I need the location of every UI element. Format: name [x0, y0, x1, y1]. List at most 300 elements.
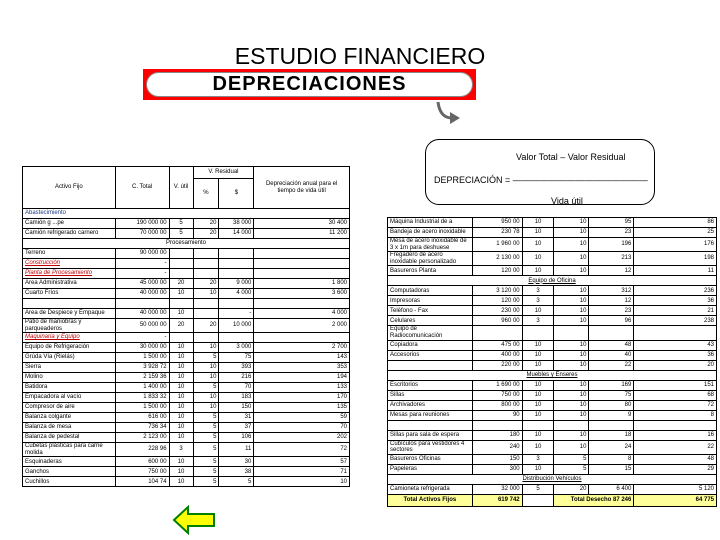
total-desecho-value: 87 246 — [613, 496, 632, 503]
table-row — [388, 420, 717, 430]
residual-pct-cell: 10 — [554, 316, 589, 326]
useful-life-cell: 10 — [522, 218, 554, 228]
annual-depreciation-cell: 170 — [254, 393, 350, 403]
total-cost-cell: 240 — [472, 440, 522, 454]
total-cost-cell: 736 34 — [115, 423, 169, 433]
table-row — [388, 218, 717, 228]
total-cost-cell: 220 00 — [472, 360, 522, 370]
residual-pct-cell: 10 — [554, 286, 589, 296]
total-cost-cell: 45 000 00 — [115, 279, 169, 289]
total-cost-cell: 70 000 00 — [115, 229, 169, 239]
annual-depreciation-cell — [254, 269, 350, 279]
total-cost-cell: 230 00 — [472, 306, 522, 316]
total-desecho-label: Total Desecho — [570, 496, 612, 503]
useful-life-cell — [169, 249, 193, 259]
residual-pct-cell — [554, 326, 589, 340]
item-name-cell: Batidora — [23, 383, 116, 393]
table-row — [388, 238, 717, 252]
annual-depreciation-cell: 236 — [634, 286, 717, 296]
item-name-cell: Bandeja de acero inoxidable — [388, 228, 473, 238]
useful-life-cell: 10 — [522, 266, 554, 276]
useful-life-cell: 10 — [522, 228, 554, 238]
item-name-cell: Basureros Planta — [388, 266, 473, 276]
table-row — [388, 286, 717, 296]
useful-life-cell: 3 — [522, 296, 554, 306]
residual-usd-cell: 6 400 — [589, 484, 634, 494]
item-name-cell: Cubetas plásticas para carne molida — [23, 443, 116, 457]
table-row — [388, 390, 717, 400]
item-name-cell: Sillas para sala de espera — [388, 430, 473, 440]
item-name-cell: Construcción — [23, 259, 116, 269]
left-depreciation-table — [22, 166, 350, 487]
residual-pct-cell — [193, 309, 219, 319]
section-header-row — [388, 370, 717, 380]
col-vutil: V. útil — [169, 167, 193, 209]
total-cost-cell: 3 120 00 — [472, 286, 522, 296]
table-row — [23, 279, 350, 289]
residual-usd-cell: 11 — [219, 443, 254, 457]
col-vresidual: V. Residual — [193, 167, 254, 179]
annual-depreciation-cell: 43 — [634, 340, 717, 350]
useful-life-cell: 10 — [522, 238, 554, 252]
item-name-cell: Balanza de mesa — [23, 423, 116, 433]
total-cost-cell: 104 74 — [115, 477, 169, 487]
annual-depreciation-cell: 2 700 — [254, 343, 350, 353]
table-row — [23, 433, 350, 443]
formula-numerator: Valor Total – Valor Residual — [516, 152, 626, 162]
total-cost-cell: 1 960 00 — [472, 238, 522, 252]
total-cost-cell: 1 400 00 — [115, 383, 169, 393]
residual-usd-cell — [219, 249, 254, 259]
residual-pct-cell: 20 — [193, 219, 219, 229]
residual-pct-cell: 10 — [554, 390, 589, 400]
item-name-cell: Copiadora — [388, 340, 473, 350]
annual-depreciation-cell — [634, 420, 717, 430]
table-row — [23, 393, 350, 403]
item-name-cell: Molino — [23, 373, 116, 383]
residual-pct-cell: 20 — [554, 484, 589, 494]
section-header-row — [388, 474, 717, 484]
residual-pct-cell: 5 — [193, 477, 219, 487]
residual-pct-cell: 10 — [193, 393, 219, 403]
item-name-cell: Equipo de Radiocomunicación — [388, 326, 473, 340]
item-name-cell: Compresor de aire — [23, 403, 116, 413]
useful-life-cell: 20 — [169, 279, 193, 289]
total-cost-cell: 616 00 — [115, 413, 169, 423]
residual-usd-cell: 18 — [589, 430, 634, 440]
residual-pct-cell — [193, 259, 219, 269]
useful-life-cell: 10 — [169, 477, 193, 487]
residual-usd-cell: 30 — [219, 457, 254, 467]
useful-life-cell: 10 — [522, 252, 554, 266]
item-name-cell: Celulares — [388, 316, 473, 326]
annual-depreciation-cell: 20 — [634, 360, 717, 370]
useful-life-cell — [169, 333, 193, 343]
col-usd: $ — [219, 179, 254, 209]
residual-pct-cell: 5 — [193, 467, 219, 477]
annual-depreciation-cell: 143 — [254, 353, 350, 363]
item-name-cell: Mesa de acero inoxidable de 3 x 1m para deshuese — [388, 238, 473, 252]
residual-usd-cell: 75 — [589, 390, 634, 400]
residual-usd-cell: 12 — [589, 266, 634, 276]
total-cost-cell: 1 500 00 — [115, 403, 169, 413]
annual-depreciation-cell: 59 — [254, 413, 350, 423]
table-row — [23, 363, 350, 373]
table-row — [388, 454, 717, 464]
item-name-cell: Balanza de pedestal — [23, 433, 116, 443]
residual-pct-cell: 10 — [554, 266, 589, 276]
formula-denominator: Vida útil — [551, 196, 583, 206]
total-cost-cell — [115, 299, 169, 309]
annual-depreciation-cell: 68 — [634, 390, 717, 400]
formula-lhs: DEPRECIACIÓN = ——————————————— — [434, 175, 648, 185]
item-name-cell: Impresoras — [388, 296, 473, 306]
table-row — [23, 353, 350, 363]
col-depreciacion: Depreciación anual para el tiempo de vida útil — [254, 167, 350, 209]
total-cost-cell: 90 — [472, 410, 522, 420]
total-cost-cell: 2 130 00 — [472, 252, 522, 266]
table-row — [388, 380, 717, 390]
annual-depreciation-cell: 2 000 — [254, 319, 350, 333]
residual-pct-cell: 5 — [193, 433, 219, 443]
item-name-cell: Escritorios — [388, 380, 473, 390]
total-cost-cell: 40 000 00 — [115, 289, 169, 299]
annual-depreciation-cell: 86 — [634, 218, 717, 228]
table-row — [388, 484, 717, 494]
total-cost-cell: 950 00 — [472, 218, 522, 228]
table-row — [23, 299, 350, 309]
residual-pct-cell: 10 — [554, 360, 589, 370]
useful-life-cell: 10 — [169, 413, 193, 423]
useful-life-cell: 5 — [169, 219, 193, 229]
table-row — [23, 219, 350, 229]
residual-pct-cell: 20 — [193, 229, 219, 239]
item-name-cell: Mesas para reuniones — [388, 410, 473, 420]
annual-depreciation-cell — [254, 299, 350, 309]
useful-life-cell: 10 — [169, 289, 193, 299]
residual-pct-cell: 5 — [193, 423, 219, 433]
table-row — [388, 296, 717, 306]
item-name-cell — [388, 420, 473, 430]
residual-pct-cell: 5 — [193, 353, 219, 363]
useful-life-cell — [522, 420, 554, 430]
residual-pct-cell: 10 — [554, 228, 589, 238]
useful-life-cell: 10 — [522, 350, 554, 360]
residual-usd-cell: 150 — [219, 403, 254, 413]
total-cost-cell: 960 00 — [472, 316, 522, 326]
table-row — [388, 228, 717, 238]
total-cost-cell: 750 00 — [472, 390, 522, 400]
residual-usd-cell: 80 — [589, 400, 634, 410]
residual-pct-cell: 10 — [554, 218, 589, 228]
residual-usd-cell: 169 — [589, 380, 634, 390]
annual-depreciation-cell: 22 — [634, 440, 717, 454]
annual-depreciation-cell: 11 200 — [254, 229, 350, 239]
table-row — [388, 340, 717, 350]
item-name-cell: Cuarto Fríos — [23, 289, 116, 299]
residual-usd-cell: 4 000 — [219, 289, 254, 299]
item-name-cell: Teléfono - Fax — [388, 306, 473, 316]
section-label: Distribución Vehículos — [522, 475, 582, 482]
depreciation-formula — [425, 139, 655, 205]
total-cost-cell: 400 00 — [472, 350, 522, 360]
col-pct: % — [193, 179, 219, 209]
total-desecho — [554, 494, 634, 506]
residual-usd-cell: 23 — [589, 306, 634, 316]
banner-text: DEPRECIACIONES — [146, 72, 473, 97]
annual-depreciation-cell: 36 — [634, 296, 717, 306]
annual-depreciation-cell: 25 — [634, 228, 717, 238]
total-cost-cell: 50 000 00 — [115, 319, 169, 333]
right-depreciation-table — [387, 217, 717, 507]
residual-usd-cell: 393 — [219, 363, 254, 373]
residual-usd-cell — [589, 326, 634, 340]
residual-usd-cell — [219, 259, 254, 269]
table-row — [388, 306, 717, 316]
annual-depreciation-cell: 57 — [254, 457, 350, 467]
item-name-cell: Patio de maniobras y parqueaderos — [23, 319, 116, 333]
section-label: Muebles y Enseres — [526, 371, 578, 378]
residual-pct-cell: 10 — [193, 343, 219, 353]
annual-depreciation-cell: 135 — [254, 403, 350, 413]
item-name-cell: Sierra — [23, 363, 116, 373]
total-cost-cell: 32 000 — [472, 484, 522, 494]
section-label: Procesamiento — [165, 240, 207, 247]
residual-pct-cell: 10 — [554, 238, 589, 252]
useful-life-cell: 10 — [169, 433, 193, 443]
residual-pct-cell: 10 — [193, 363, 219, 373]
useful-life-cell: 10 — [169, 383, 193, 393]
table-row — [23, 457, 350, 467]
residual-pct-cell — [193, 299, 219, 309]
table-row — [23, 333, 350, 343]
residual-usd-cell: 38 — [219, 467, 254, 477]
annual-depreciation-cell: 10 — [254, 477, 350, 487]
page-title: ESTUDIO FINANCIERO — [234, 43, 486, 69]
table-row — [388, 266, 717, 276]
annual-depreciation-cell — [254, 259, 350, 269]
total-cost-cell — [472, 420, 522, 430]
residual-pct-cell: 5 — [193, 383, 219, 393]
annual-depreciation-cell: 3 600 — [254, 289, 350, 299]
annual-depreciation-cell: 72 — [634, 400, 717, 410]
residual-usd-cell: 70 — [219, 383, 254, 393]
annual-depreciation-cell: 202 — [254, 433, 350, 443]
useful-life-cell: 10 — [169, 353, 193, 363]
residual-usd-cell — [219, 269, 254, 279]
annual-depreciation-cell — [254, 333, 350, 343]
table-row — [23, 343, 350, 353]
useful-life-cell: 10 — [169, 309, 193, 319]
useful-life-cell: 10 — [522, 306, 554, 316]
col-activo: Activo Fijo — [23, 167, 116, 209]
item-name-cell: Cubículos para vestidores 4 sectores — [388, 440, 473, 454]
useful-life-cell: 10 — [522, 430, 554, 440]
residual-usd-cell: 9 000 — [219, 279, 254, 289]
residual-usd-cell: 75 — [219, 353, 254, 363]
table-row — [388, 350, 717, 360]
total-cost-cell: 600 00 — [115, 457, 169, 467]
total-cost-cell: 300 — [472, 464, 522, 474]
item-name-cell: Empacadora al vacío — [23, 393, 116, 403]
table-row — [23, 383, 350, 393]
table-row — [23, 309, 350, 319]
item-name-cell — [388, 360, 473, 370]
residual-pct-cell: 10 — [554, 380, 589, 390]
total-cost-cell: 90 000 00 — [115, 249, 169, 259]
table-row — [23, 403, 350, 413]
item-name-cell: Camioneta refrigerada — [388, 484, 473, 494]
item-name-cell: Esquinaderas — [23, 457, 116, 467]
residual-usd-cell: 31 — [219, 413, 254, 423]
total-cost-cell: 228 96 — [115, 443, 169, 457]
back-arrow-icon[interactable] — [172, 505, 216, 535]
residual-usd-cell — [589, 420, 634, 430]
residual-pct-cell: 10 — [193, 403, 219, 413]
residual-usd-cell — [219, 333, 254, 343]
item-name-cell: Terreno — [23, 249, 116, 259]
annual-depreciation-cell: 8 — [634, 410, 717, 420]
residual-usd-cell: 9 — [589, 410, 634, 420]
useful-life-cell: 10 — [522, 380, 554, 390]
item-name-cell: Area de Despiece y Empaque — [23, 309, 116, 319]
useful-life-cell: 3 — [522, 286, 554, 296]
item-name-cell: Cuchillos — [23, 477, 116, 487]
residual-pct-cell — [554, 420, 589, 430]
useful-life-cell: 3 — [522, 454, 554, 464]
annual-depreciation-cell — [634, 326, 717, 340]
residual-usd-cell: 216 — [219, 373, 254, 383]
total-cost-cell: 120 00 — [472, 296, 522, 306]
residual-usd-cell: 14 000 — [219, 229, 254, 239]
annual-depreciation-cell: 72 — [254, 443, 350, 457]
total-cost-cell: 30 000 00 — [115, 343, 169, 353]
residual-usd-cell: 23 — [589, 228, 634, 238]
useful-life-cell: 10 — [169, 343, 193, 353]
useful-life-cell: 5 — [522, 484, 554, 494]
residual-usd-cell: 48 — [589, 340, 634, 350]
useful-life-cell — [522, 326, 554, 340]
residual-pct-cell: 10 — [554, 296, 589, 306]
total-cost-cell: 2 123 00 — [115, 433, 169, 443]
useful-life-cell: 10 — [169, 373, 193, 383]
item-name-cell — [23, 299, 116, 309]
item-name-cell: Basureros Oficinas — [388, 454, 473, 464]
item-name-cell: Ganchos — [23, 467, 116, 477]
residual-usd-cell: 312 — [589, 286, 634, 296]
table-row — [388, 464, 717, 474]
useful-life-cell: 5 — [169, 229, 193, 239]
total-cost-cell: 1 500 00 — [115, 353, 169, 363]
table-row — [23, 289, 350, 299]
item-name-cell: Balanza colgante — [23, 413, 116, 423]
useful-life-cell: 10 — [522, 410, 554, 420]
useful-life-cell: 10 — [522, 464, 554, 474]
annual-depreciation-cell: 5 120 — [634, 484, 717, 494]
annual-depreciation-cell: 194 — [254, 373, 350, 383]
total-cost-cell — [472, 326, 522, 340]
annual-depreciation-cell: 133 — [254, 383, 350, 393]
table-row — [23, 269, 350, 279]
annual-depreciation-cell: 151 — [634, 380, 717, 390]
residual-usd-cell: 5 — [219, 477, 254, 487]
annual-depreciation-cell: 29 — [634, 464, 717, 474]
residual-usd-cell — [219, 299, 254, 309]
residual-pct-cell: 5 — [554, 464, 589, 474]
table-row — [23, 467, 350, 477]
residual-usd-cell: 95 — [589, 218, 634, 228]
residual-pct-cell: 5 — [193, 443, 219, 457]
residual-pct-cell — [193, 249, 219, 259]
item-name-cell: Computadoras — [388, 286, 473, 296]
table-row — [388, 252, 717, 266]
table-row — [388, 326, 717, 340]
total-cost-cell: 750 00 — [115, 467, 169, 477]
total-depreciacion-value: 64 775 — [634, 494, 717, 506]
table-row — [23, 443, 350, 457]
section-label: Abastecimiento — [25, 210, 67, 217]
annual-depreciation-cell: 1 800 — [254, 279, 350, 289]
item-name-cell: Maquinaria y Equipo — [23, 333, 116, 343]
total-activos-value: 619 742 — [472, 494, 522, 506]
item-name-cell: Accesorios — [388, 350, 473, 360]
useful-life-cell: 10 — [522, 390, 554, 400]
residual-pct-cell: 10 — [554, 410, 589, 420]
residual-pct-cell: 10 — [554, 430, 589, 440]
residual-usd-cell: 15 — [589, 464, 634, 474]
useful-life-cell: 10 — [169, 423, 193, 433]
annual-depreciation-cell: 36 — [634, 350, 717, 360]
residual-pct-cell: 5 — [193, 457, 219, 467]
residual-pct-cell: 5 — [554, 454, 589, 464]
section-banner — [143, 69, 476, 100]
total-cost-cell: - — [115, 333, 169, 343]
total-cost-cell: 1 833 32 — [115, 393, 169, 403]
useful-life-cell: 10 — [522, 340, 554, 350]
table-row — [388, 440, 717, 454]
residual-pct-cell — [193, 333, 219, 343]
useful-life-cell: 3 — [522, 316, 554, 326]
table-row — [23, 259, 350, 269]
residual-pct-cell: 5 — [193, 413, 219, 423]
annual-depreciation-cell: 176 — [634, 238, 717, 252]
table-row — [388, 316, 717, 326]
residual-usd-cell: 3 000 — [219, 343, 254, 353]
residual-usd-cell: 24 — [589, 440, 634, 454]
useful-life-cell: 10 — [169, 457, 193, 467]
item-name-cell: Planta de Procesamiento — [23, 269, 116, 279]
residual-pct-cell: 10 — [554, 350, 589, 360]
residual-usd-cell: 183 — [219, 393, 254, 403]
annual-depreciation-cell: 70 — [254, 423, 350, 433]
residual-usd-cell: 22 — [589, 360, 634, 370]
table-row — [23, 477, 350, 487]
table-row — [388, 430, 717, 440]
total-cost-cell: 180 — [472, 430, 522, 440]
annual-depreciation-cell: 48 — [634, 454, 717, 464]
useful-life-cell: 10 — [169, 363, 193, 373]
residual-usd-cell: 8 — [589, 454, 634, 464]
total-cost-cell: 40 000 00 — [115, 309, 169, 319]
residual-pct-cell: 10 — [554, 400, 589, 410]
table-row — [388, 410, 717, 420]
useful-life-cell: 10 — [522, 360, 554, 370]
residual-usd-cell: - — [219, 309, 254, 319]
annual-depreciation-cell: 4 000 — [254, 309, 350, 319]
residual-usd-cell: 37 — [219, 423, 254, 433]
useful-life-cell: 10 — [522, 440, 554, 454]
useful-life-cell — [169, 269, 193, 279]
